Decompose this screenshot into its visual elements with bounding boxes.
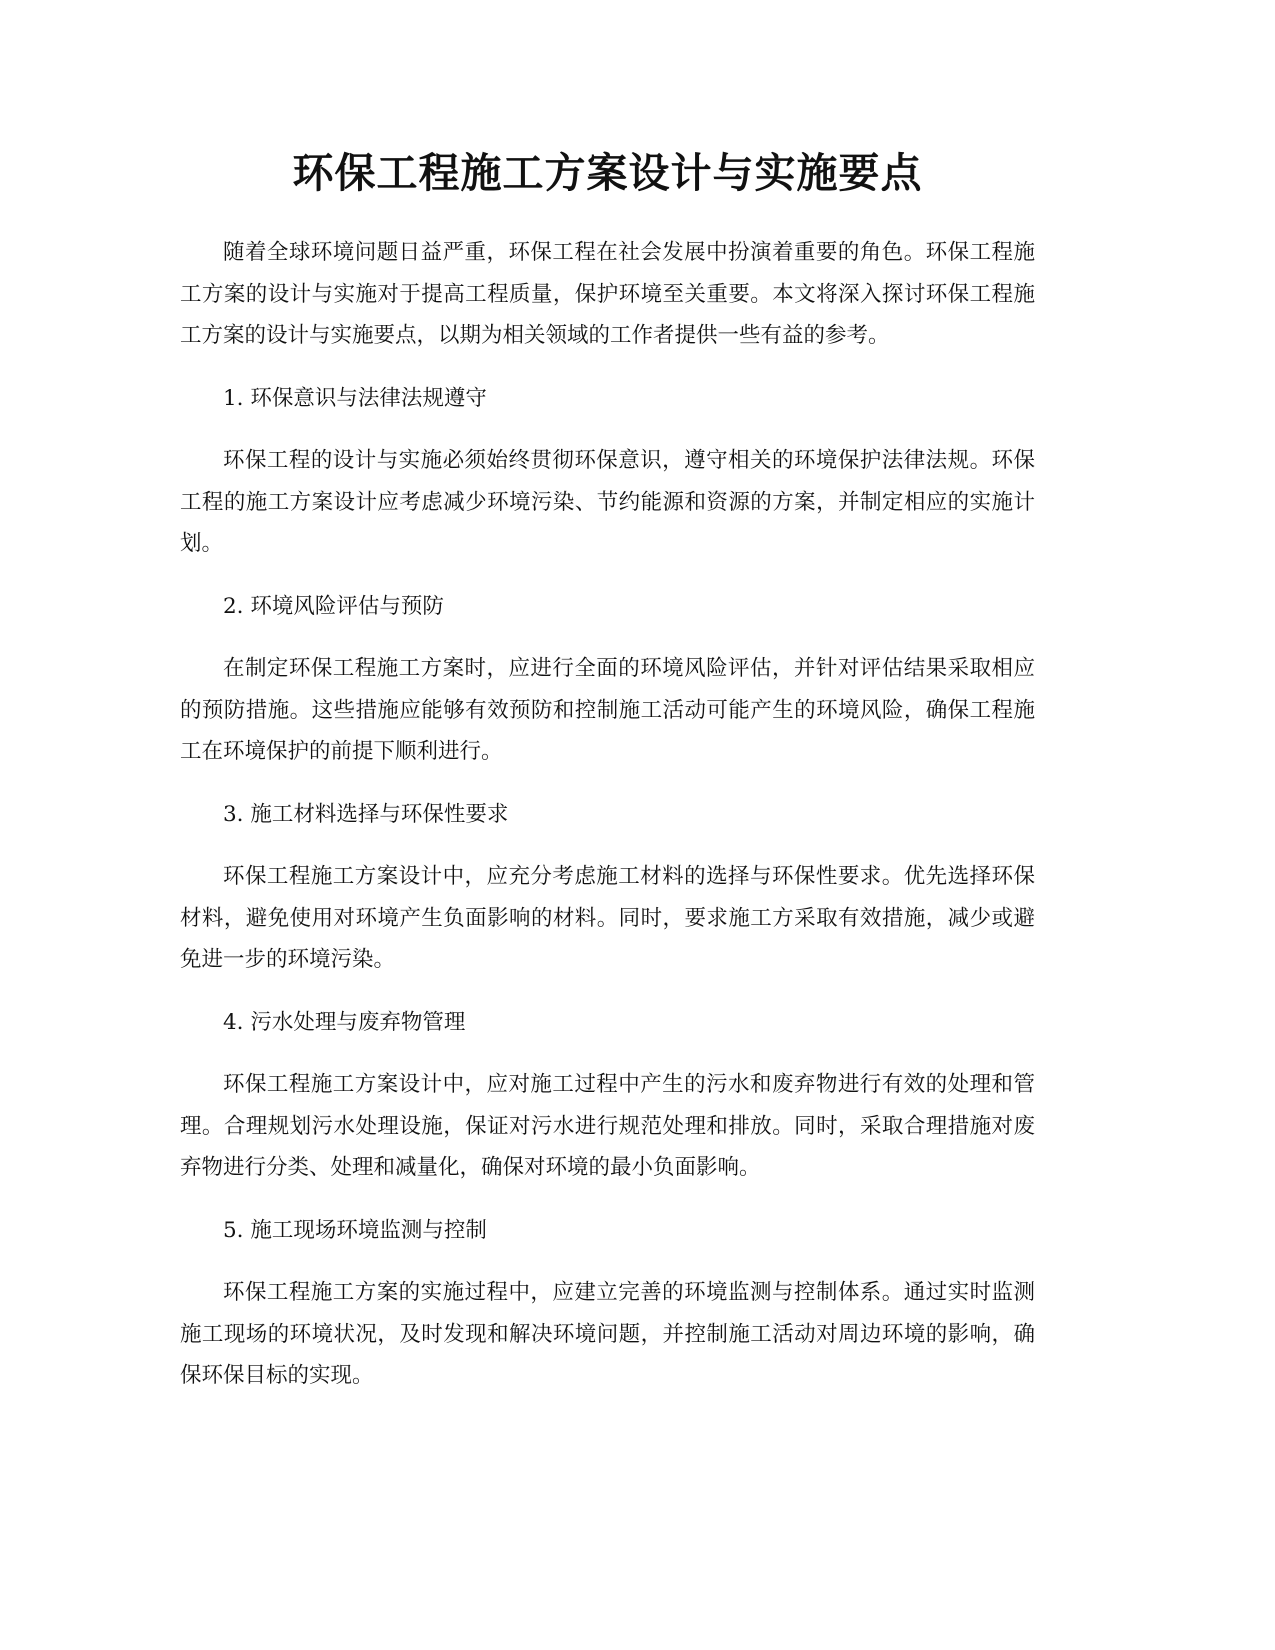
section-heading-1: 1. 环保意识与法律法规遵守: [223, 385, 487, 411]
section-paragraph-5: 环保工程施工方案的实施过程中，应建立完善的环境监测与控制体系。通过实时监测施工现场的环境状况，及时发现和解决环境问题，并控制施工活动对周边环境的影响，确保环保目标的实现。: [180, 1280, 1035, 1388]
section-paragraph-3: 环保工程施工方案设计中，应充分考虑施工材料的选择与环保性要求。优先选择环保材料，避免使用对环境产生负面影响的材料。同时，要求施工方采取有效措施，减少或避免进一步的环境污染。: [180, 864, 1035, 972]
section-paragraph-4: 环保工程施工方案设计中，应对施工过程中产生的污水和废弃物进行有效的处理和管理。合理规划污水处理设施，保证对污水进行规范处理和排放。同时，采取合理措施对废弃物进行分类、处理和减量化，确保对环境的最小负面影响。: [180, 1072, 1035, 1180]
section-paragraph-1: 环保工程的设计与实施必须始终贯彻环保意识，遵守相关的环境保护法律法规。环保工程的施工方案设计应考虑减少环境污染、节约能源和资源的方案，并制定相应的实施计划。: [180, 448, 1035, 556]
section-heading-4: 4. 污水处理与废弃物管理: [223, 1009, 466, 1035]
section-paragraph-2: 在制定环保工程施工方案时，应进行全面的环境风险评估，并针对评估结果采取相应的预防措施。这些措施应能够有效预防和控制施工活动可能产生的环境风险，确保工程施工在环境保护的前提下顺利进行。: [180, 656, 1035, 764]
section-heading-5: 5. 施工现场环境监测与控制: [223, 1217, 487, 1243]
document-title: 环保工程施工方案设计与实施要点: [292, 149, 923, 197]
intro-paragraph: 随着全球环境问题日益严重，环保工程在社会发展中扮演着重要的角色。环保工程施工方案的设计与实施对于提高工程质量，保护环境至关重要。本文将深入探讨环保工程施工方案的设计与实施要点，以期为相关领域的工作者提供一些有益的参考。: [180, 240, 1035, 348]
section-heading-3: 3. 施工材料选择与环保性要求: [223, 801, 509, 827]
document-body: [180, 232, 1035, 1418]
section-heading-2: 2. 环境风险评估与预防: [223, 593, 444, 619]
